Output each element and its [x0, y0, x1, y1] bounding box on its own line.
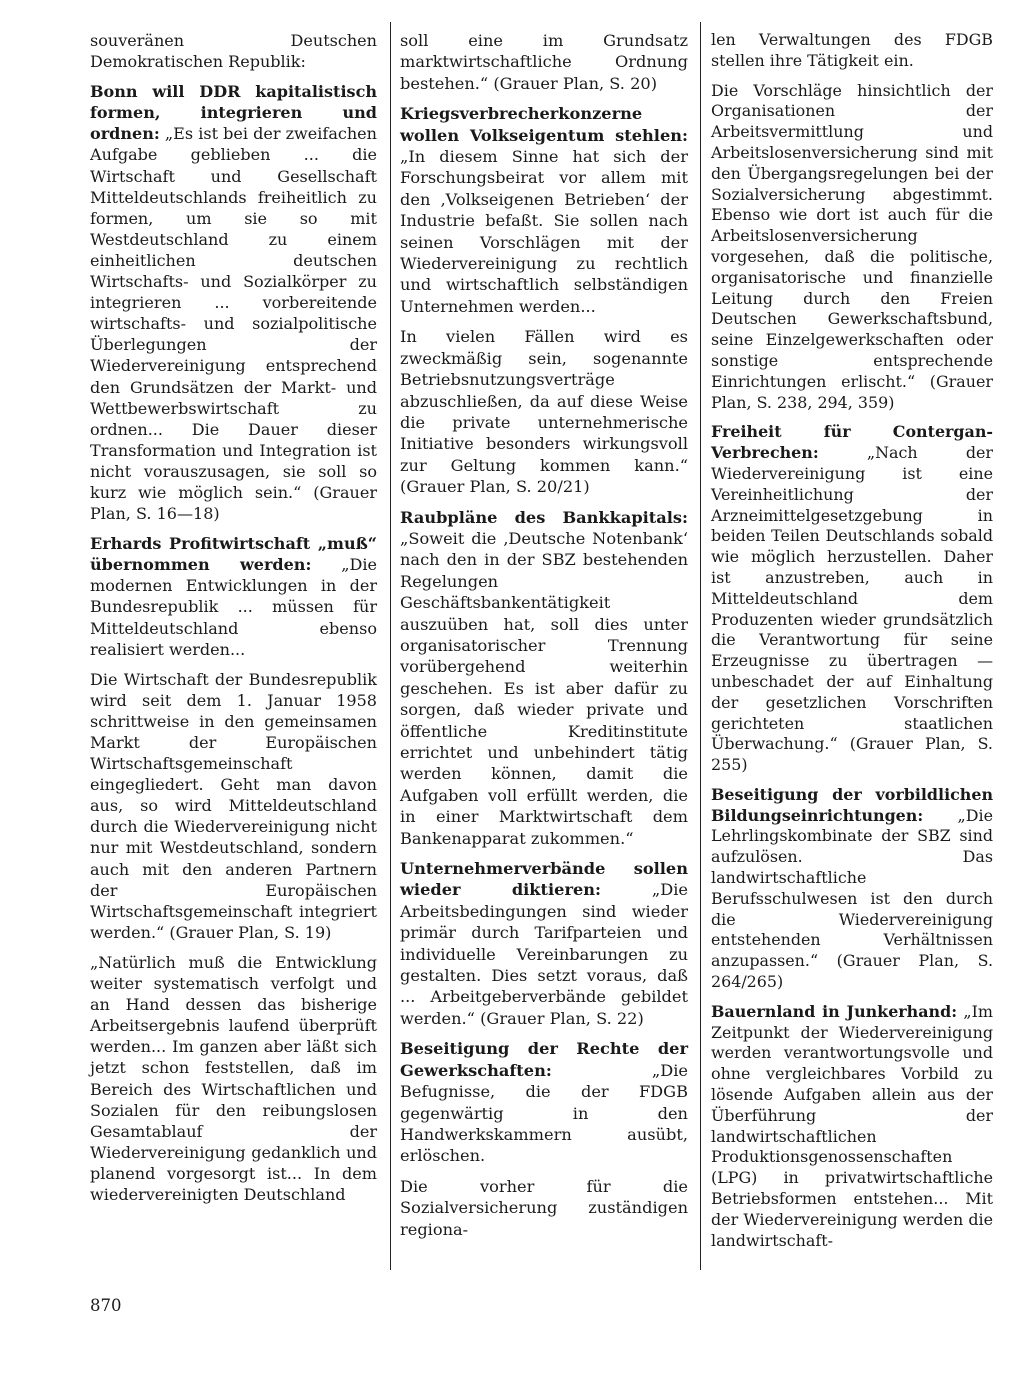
section-contergan: [711, 422, 993, 776]
section-heading: Beseitigung der Rechte der Gewerkschaften:: [400, 1039, 688, 1080]
page-number: 870: [90, 1296, 122, 1315]
section-konzerne: [400, 103, 688, 317]
section-bonn: [90, 81, 377, 524]
section-text: „Die Lehrlingskombinate der SBZ sind aufzulösen. Das landwirtschaftliche Berufsschulwesen ist den durch die Wiedervereinigung entstehenden Verhältnissen anzupassen.“ (Grauer Plan, S. 264/265): [711, 805, 993, 992]
section-heading: Erhards Profitwirtschaft „muß“ übernommen werden:: [90, 534, 377, 575]
section-heading: Freiheit für Contergan-Verbrechen:: [711, 422, 993, 463]
section-erhard: [90, 533, 377, 660]
section-heading: Unternehmerverbände sollen wieder diktieren:: [400, 859, 688, 900]
column-3: [711, 30, 993, 1260]
paragraph: Die Vorschläge hinsichtlich der Organisationen der Arbeitsvermittlung und Arbeitslosenversicherung sind mit den Übergangsregelungen bei der Sozialversicherung abgestimmt. Ebenso wie dort ist auch für die Arbeitslosenversicherung vorgesehen, daß die politische, organisatorische und finanzielle Leitung durch den Freien Deutschen Gewerkschaftsbund, seine Einzelgewerkschaften oder sonstige entsprechende Einrichtungen erlischt.“ (Grauer Plan, S. 238, 294, 359): [711, 80, 993, 412]
section-text: „Die Arbeitsbedingungen sind wieder primär durch Tarifparteien und individuelle Vereinbarungen zu gestalten. Dies setzt voraus, daß ... Arbeitgeberverbände gebildet werden.“ (Grauer Plan, S. 22): [400, 880, 688, 1028]
section-bildung: [711, 785, 993, 993]
section-text: „In diesem Sinne hat sich der Forschungsbeirat vor allem mit den ‚Volkseigenen Betrieben‘ der Industrie befaßt. Sie sollen nach seinen Vorschlägen mit der Wiedervereinigung zu rechtlich und wirtschaftlich selbständigen Unternehmen werden...: [400, 147, 688, 316]
column-rule-right: [700, 22, 701, 1270]
paragraph: len Verwaltungen des FDGB stellen ihre Tätigkeit ein.: [711, 30, 993, 70]
section-text: „Die modernen Entwicklungen in der Bundesrepublik ... müssen für Mitteldeutschland ebenso realisiert werden...: [90, 555, 377, 659]
section-text: „Nach der Wiedervereinigung ist eine Vereinheitlichung der Arzneimittelgesetzgebung in beiden Teilen Deutschlands sobald wie möglich herzustellen. Daher ist anzustreben, auch in Mitteldeutschland dem Produzenten wieder grundsätzlich die Verantwortung für seine Erzeugnisse zu übertragen — unbeschadet der auf Einhaltung der gesetzlichen Vorschriften gerichteten staatlichen Überwachung.“ (Grauer Plan, S. 255): [711, 443, 993, 775]
section-text: „Es ist bei der zweifachen Aufgabe geblieben ... die Wirtschaft und Gesellschaft Mitteldeutschlands freiheitlich zu formen, um sie so mit Westdeutschland zu einem einheitlichen deutschen Wirtschafts- und Sozialkörper zu integrieren ... vorbereitende wirtschafts- und sozialpolitische Überlegungen der Wiedervereinigung entsprechend den Grundsätzen der Markt- und Wettbewerbswirtschaft zu ordnen... Die Dauer dieser Transformation und Integration ist nicht vorauszusagen, sie soll so kurz wie möglich sein.“ (Grauer Plan, S. 16—18): [90, 124, 377, 524]
paragraph: In vielen Fällen wird es zweckmäßig sein, sogenannte Betriebsnutzungsverträge abzuschließen, da auf diese Weise die private unternehmerische Initiative besonders wirkungsvoll zur Geltung kommen kann.“ (Grauer Plan, S. 20/21): [400, 327, 688, 497]
paragraph: Die Wirtschaft der Bundesrepublik wird seit dem 1. Januar 1958 schrittweise in den gemeinsamen Markt der Europäischen Wirtschaftsgemeinschaft eingegliedert. Geht man davon aus, so wird Mitteldeutschland durch die Wiedervereinigung nicht nur mit Westdeutschland, sondern auch mit den anderen Partnern der Europäischen Wirtschaftsgemeinschaft integriert werden.“ (Grauer Plan, S. 19): [90, 669, 377, 942]
paragraph: „Natürlich muß die Entwicklung weiter systematisch verfolgt und an Hand dessen das bisherige Arbeitsergebnis laufend überprüft werden... Im ganzen aber läßt sich jetzt schon feststellen, daß im Bereich des Wirtschaftlichen und Sozialen für den reibungslosen Gesamtablauf der Wiedervereinigung gedanklich und planend vorgesorgt ist... In dem wiedervereinigten Deutschland: [90, 952, 377, 1204]
paragraph: souveränen Deutschen Demokratischen Republik:: [90, 31, 377, 72]
section-text: „Im Zeitpunkt der Wiedervereinigung werden verantwortungsvolle und ohne vergleichbares Vorbild zu lösende Aufgaben allein aus der Überführung der landwirtschaftlichen Produktionsgenossenschaften (LPG) in privatwirtschaftliche Betriebsformen entstehen... Mit der Wiedervereinigung werden die landwirtschaft-: [711, 1001, 993, 1250]
section-heading: Beseitigung der vorbildlichen Bildungseinrichtungen:: [711, 784, 993, 825]
section-text: „Die Befugnisse, die der FDGB gegenwärtig in den Handwerkskammern ausübt, erlöschen.: [400, 1060, 688, 1166]
section-text: „Soweit die ‚Deutsche Notenbank‘ nach den in der SBZ bestehenden Regelungen Geschäftsbankentätigkeit auszuüben hat, soll dies unter organisatorischer Trennung vorübergehend weiterhin geschehen. Es ist aber dafür zu sorgen, daß wieder private und öffentliche Kreditinstitute errichtet und unbehindert tätig werden können, damit die Aufgaben voll erfüllt werden, die in einer Marktwirtschaft dem Bankenapparat zukommen.“: [400, 528, 688, 848]
section-heading: Bauernland in Junkerhand:: [711, 1001, 958, 1021]
section-heading: Kriegsverbrecherkonzerne wollen Volkseigentum stehlen:: [400, 104, 688, 145]
section-heading: Bonn will DDR kapitalistisch formen, integrieren und ordnen:: [90, 82, 377, 144]
column-rule-left: [390, 22, 391, 1270]
section-gewerkschaften: [400, 1038, 688, 1166]
paragraph: soll eine im Grundsatz marktwirtschaftliche Ordnung bestehen.“ (Grauer Plan, S. 20): [400, 31, 688, 93]
paragraph: Die vorher für die Sozialversicherung zuständigen regiona-: [400, 1176, 688, 1239]
section-bauernland: [711, 1002, 993, 1252]
section-unternehmerverbaende: [400, 858, 688, 1029]
section-bankkapital: [400, 507, 688, 850]
column-1: [90, 30, 377, 1214]
section-heading: Raubpläne des Bankkapitals:: [400, 507, 688, 527]
column-2: [400, 30, 688, 1249]
